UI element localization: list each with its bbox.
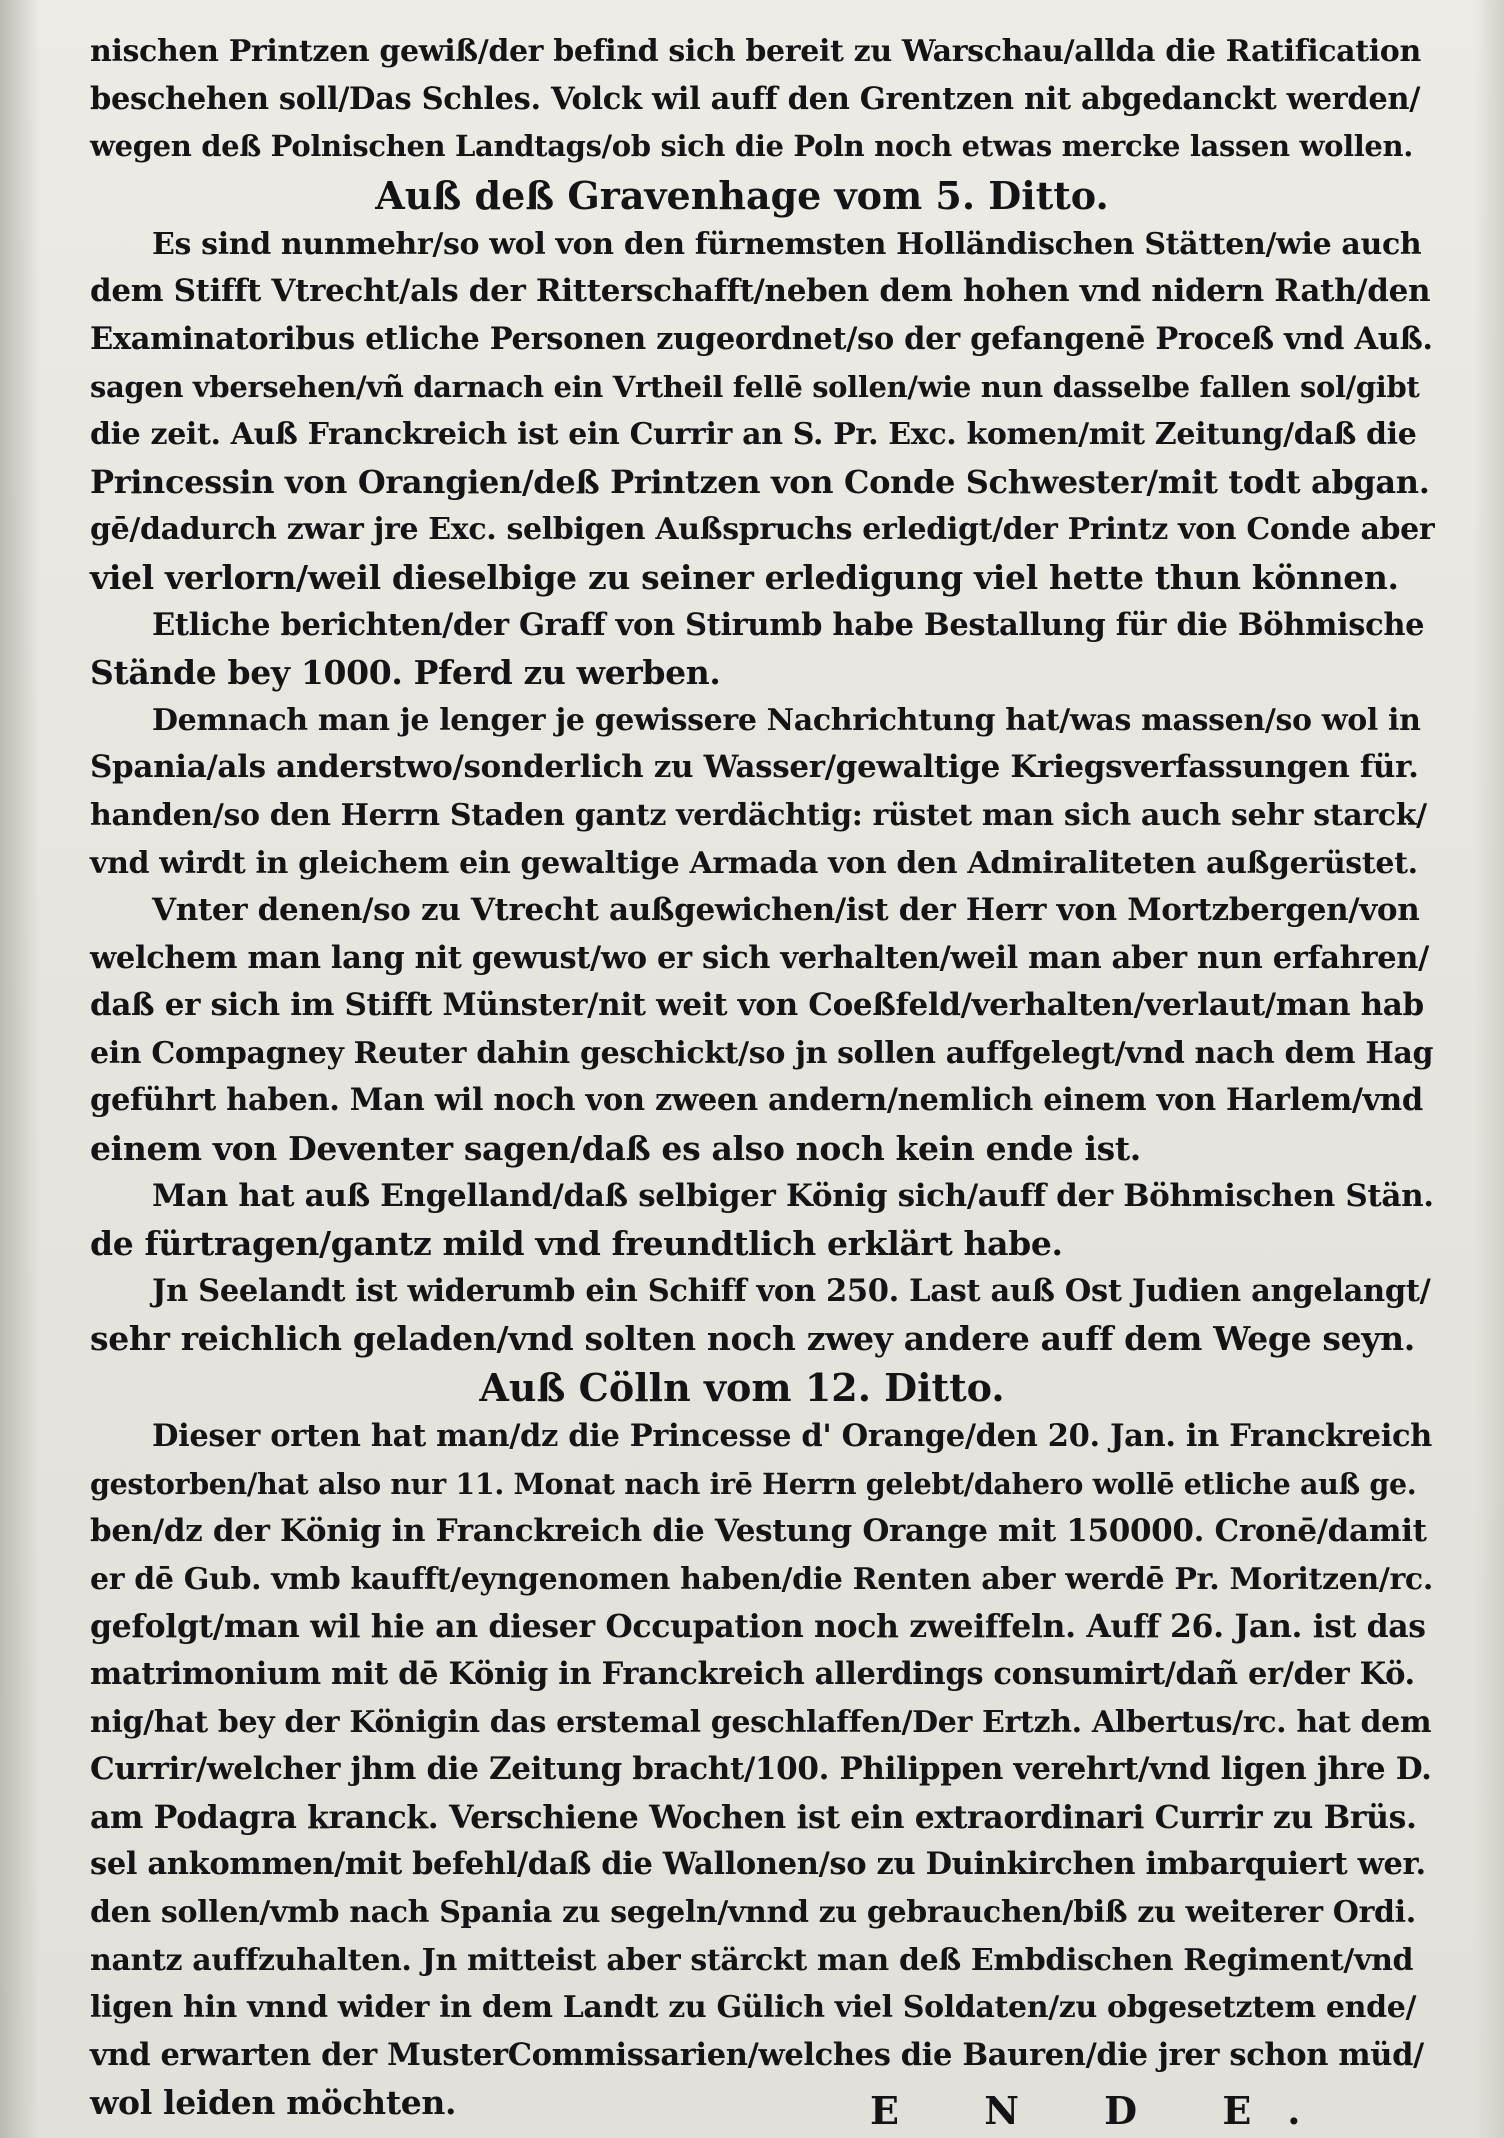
text-line: Dieser orten hat man/dz die Princesse d' Orange/den 20. Jan. in Franckreich	[152, 1418, 1433, 1455]
text-line: ein Compagney Reuter dahin geschickt/so jn sollen auffgelegt/vnd nach dem Hag	[90, 1035, 1434, 1071]
text-line: vnd erwarten der MusterCommissarien/welches die Bauren/die jrer schon müd/	[90, 2036, 1424, 2073]
text-line: am Podagra kranck. Verschiene Wochen ist ein extraordinari Currir zu Brüs.	[90, 1798, 1417, 1836]
text-line: nischen Printzen gewiß/der befind sich bereit zu Warschau/allda die Ratification	[90, 34, 1421, 69]
text-line: dem Stifft Vtrecht/als der Ritterschafft/neben dem hohen vnd nidern Rath/den	[90, 273, 1431, 310]
text-line: matrimonium mit dē König in Franckreich allerdings consumirt/dañ er/der Kö.	[90, 1656, 1415, 1692]
text-line: einem von Deventer sagen/daß es also noch kein ende ist.	[90, 1129, 1141, 1169]
text-line: ben/dz der König in Franckreich die Vestung Orange mit 150000. Cronē/damit	[90, 1513, 1427, 1550]
text-line: den sollen/vmb nach Spania zu segeln/vnnd zu gebrauchen/biß zu weiterer Ordi.	[90, 1894, 1416, 1930]
finis-mark: E N D E.	[870, 2088, 1337, 2133]
intro-text	[90, 28, 1434, 171]
text-line: er dē Gub. vmb kaufft/eyngenomen haben/die Renten aber werdē Pr. Moritzen/rc.	[90, 1561, 1433, 1597]
section-heading-gravenhage: Auß deß Gravenhage vom 5. Ditto.	[375, 172, 1109, 218]
text-line: viel verlorn/weil dieselbige zu seiner erledigung viel hette thun können.	[90, 557, 1399, 597]
text-line: Demnach man je lenger je gewissere Nachrichtung hat/was massen/so wol in	[152, 702, 1421, 738]
text-line: daß er sich im Stifft Münster/nit weit von Coeßfeld/verhalten/verlaut/man hab	[90, 987, 1424, 1024]
text-line: handen/so den Herrn Staden gantz verdächtig: rüstet man sich auch sehr starck/	[90, 797, 1427, 833]
text-line: Princessin von Orangien/deß Printzen von Conde Schwester/mit todt abgan.	[90, 462, 1430, 501]
text-line: gē/dadurch zwar jre Exc. selbigen Außspruchs erledigt/der Printz von Conde aber	[90, 512, 1435, 548]
text-line: gestorben/hat also nur 11. Monat nach irē Herrn gelebt/dahero wollē etliche auß ge.	[90, 1466, 1417, 1501]
text-line: nig/hat bey der Königin das erstemal geschlaffen/Der Ertzh. Albertus/rc. hat dem	[90, 1704, 1432, 1740]
text-line: Examinatoribus etliche Personen zugeordnet/so der gefangenē Proceß vnd Auß.	[90, 320, 1433, 357]
text-line: ligen hin vnnd wider in dem Landt zu Gülich viel Soldaten/zu obgesetztem ende/	[90, 1990, 1417, 2026]
text-line: nantz auffzuhalten. Jn mitteist aber stärckt man deß Embdischen Regiment/vnd	[90, 1942, 1414, 1978]
text-line: Etliche berichten/der Graff von Stirumb habe Bestallung für die Böhmische	[152, 606, 1425, 643]
text-line: gefolgt/man wil hie an dieser Occupation noch zweiffeln. Auff 26. Jan. ist das	[90, 1608, 1426, 1646]
text-line: wegen deß Polnischen Landtags/ob sich die Poln noch etwas mercke lassen wollen.	[90, 129, 1414, 164]
text-line: Jn Seelandt ist widerumb ein Schiff von 250. Last auß Ost Judien angelangt/	[152, 1272, 1431, 1309]
text-line: sel ankommen/mit befehl/daß die Wallonen/so zu Duinkirchen imbarquiert wer.	[90, 1846, 1426, 1883]
text-line: welchem man lang nit gewust/wo er sich verhalten/weil man aber nun erfahren/	[90, 939, 1429, 976]
text-line: Vnter denen/so zu Vtrecht außgewichen/ist der Herr von Mortzbergen/von	[152, 892, 1420, 929]
text-line: die zeit. Auß Franckreich ist ein Currir an S. Pr. Exc. komen/mit Zeitung/daß die	[90, 417, 1417, 453]
text-line: Currir/welcher jhm die Zeitung bracht/100. Philippen verehrt/vnd ligen jhre D.	[90, 1751, 1432, 1788]
text-line: wol leiden möchten.	[90, 2083, 457, 2123]
text-line: Stände bey 1000. Pferd zu werben.	[90, 653, 721, 693]
section-gravenhage	[90, 221, 1434, 1363]
section-coelln	[90, 1413, 1434, 2127]
text-line: sagen vbersehen/vñ darnach ein Vrtheil fellē sollen/wie nun dasselbe fallen sol/gibt	[90, 369, 1420, 404]
text-line: de fürtragen/gantz mild vnd freundtlich erklärt habe.	[90, 1224, 1063, 1264]
section-heading-coelln: Auß Cölln vom 12. Ditto.	[479, 1365, 1005, 1411]
text-line: geführt haben. Man wil noch von zween andern/nemlich einem von Harlem/vnd	[90, 1082, 1423, 1119]
text-line: vnd wirdt in gleichem ein gewaltige Armada von den Admiraliteten außgerüstet.	[90, 845, 1418, 881]
text-line: Man hat auß Engelland/daß selbiger König sich/auff der Böhmischen Stän.	[152, 1177, 1434, 1214]
text-line: Spania/als anderstwo/sonderlich zu Wasser/gewaltige Kriegsverfassungen für.	[90, 749, 1419, 786]
text-line: Es sind nunmehr/so wol von den fürnemsten Holländischen Stätten/wie auch	[152, 226, 1422, 262]
text-line: sehr reichlich geladen/vnd solten noch zwey andere auff dem Wege seyn.	[90, 1319, 1415, 1359]
text-line: beschehen soll/Das Schles. Volck wil auff den Grentzen nit abgedanckt werden/	[90, 80, 1421, 117]
